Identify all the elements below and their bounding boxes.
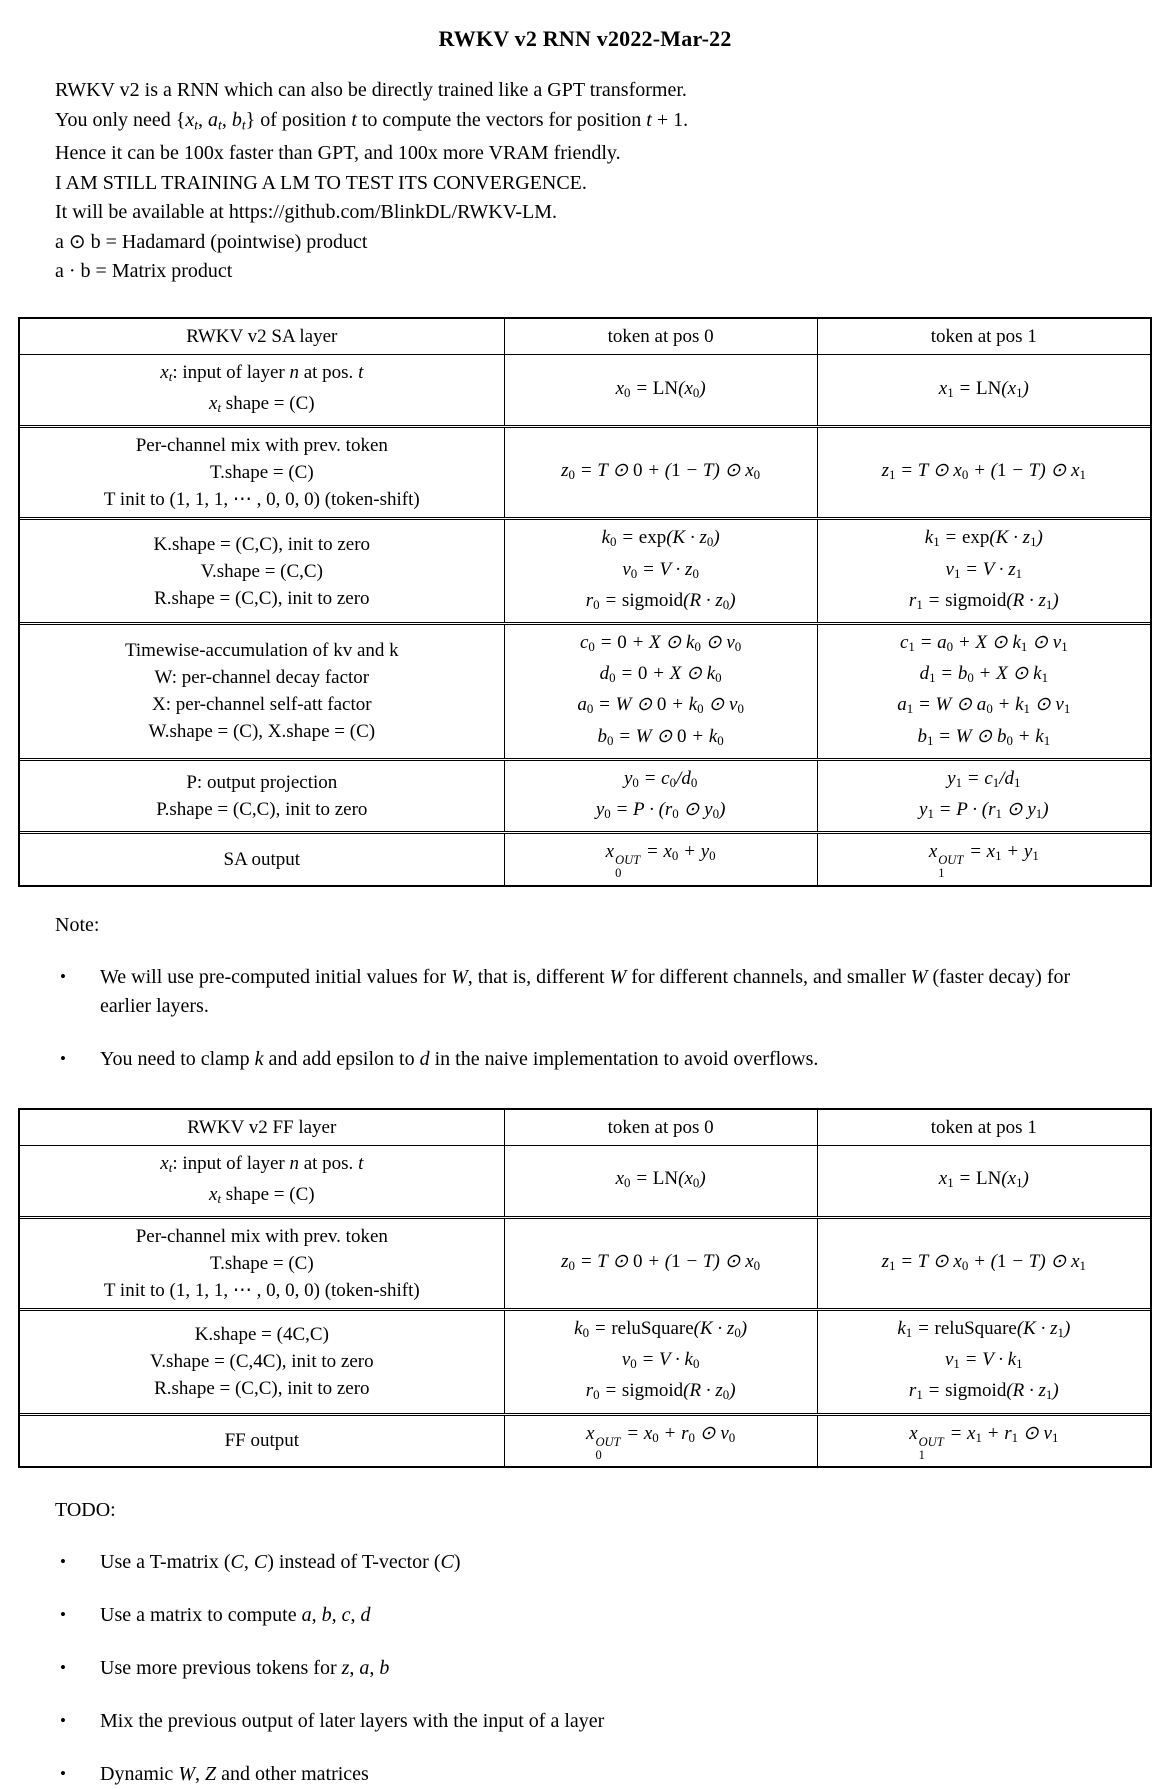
table-cell-line: $x_t$ shape = (C) [209, 1183, 315, 1206]
todo-item-text: Use more previous tokens for z, a, b [100, 1656, 390, 1679]
intro-paragraph [55, 76, 1140, 287]
table-cell-line: $x_1 = LN(x_1)$ [938, 377, 1029, 400]
table-row [20, 355, 1150, 425]
table-row [20, 1413, 1150, 1466]
todo-item-text: Use a T-matrix (C, C) instead of T-vector (C) [100, 1550, 461, 1573]
table-row [20, 425, 1150, 517]
todo-section [55, 1496, 1140, 1789]
table-cell-line: $v_0 = V \cdot k_0$ [621, 1349, 700, 1372]
table-cell-line: V.shape = (C,4C), init to zero [150, 1351, 374, 1373]
table-cell-line: SA output [223, 848, 301, 870]
table-cell [817, 428, 1150, 517]
table-cell [817, 834, 1150, 884]
table-cell-line: $a_0 = W$ ⊙ $0 + k_0$ ⊙ $v_0$ [577, 694, 744, 717]
table-cell-line: T init to (1, 1, 1, ⋯ , 0, 0, 0) (token-shift) [103, 1279, 420, 1301]
table-cell-line: x OUT 0 = $x_0 + r_0$ ⊙ $v_0$ [586, 1422, 736, 1462]
table-cell [817, 761, 1150, 831]
table-cell-line: $z_0 = T$ ⊙ 0 + (1 − T) ⊙ $x_0$ [561, 460, 761, 483]
table-cell-line: Per-channel mix with prev. token [135, 435, 388, 457]
table-cell-line: T init to (1, 1, 1, ⋯ , 0, 0, 0) (token-shift) [103, 489, 420, 511]
table-cell-line: P: output projection [186, 772, 338, 794]
table-cell-line: $v_0 = V \cdot z_0$ [622, 558, 699, 581]
intro-line: I AM STILL TRAINING A LM TO TEST ITS CONVERGENCE. [55, 171, 587, 194]
table-cell-line: $r_0$ = sigmoid(R · $z_0$) [585, 589, 736, 612]
table-cell-line: X: per-channel self-att factor [152, 694, 372, 716]
table-cell-line: $x_t$: input of layer n at pos. t [160, 361, 364, 385]
table-row [20, 1308, 1150, 1413]
table-cell [504, 761, 817, 831]
table-cell [20, 1416, 504, 1466]
note-section [55, 911, 1140, 1074]
table-cell-line: T.shape = (C) [209, 462, 314, 484]
table-cell [817, 1146, 1150, 1216]
table-cell [20, 428, 504, 517]
bullet-icon: • [60, 1710, 66, 1730]
table-cell-line: $v_1 = V \cdot k_1$ [944, 1349, 1023, 1372]
table-cell-line: $x_t$: input of layer n at pos. t [160, 1152, 364, 1175]
table-cell-line: Per-channel mix with prev. token [135, 1225, 388, 1247]
table-cell-line: $z_1 = T$ ⊙ $x_0 + (1 - T)$ ⊙ $x_1$ [881, 1250, 1086, 1274]
table-cell-line: $c_0 = 0 + X$ ⊙ $k_0$ ⊙ $v_0$ [579, 631, 742, 655]
table-row [20, 622, 1150, 758]
note-item [55, 963, 1140, 1021]
table-cell-line: $k_0 = \exp(K \cdot z_0)$ [601, 527, 720, 550]
table-cell-line: $x_1 = LN(x_1)$ [938, 1168, 1029, 1191]
table-cell [504, 1219, 817, 1308]
todo-heading: TODO: [55, 1498, 116, 1521]
table-cell-line: $y_0 = c_0/d_0$ [623, 767, 698, 791]
table-cell-line: $y_1 = P \cdot (r_1$ ⊙ $y_1$) [919, 799, 1049, 822]
table-cell [20, 625, 504, 758]
table-row [20, 517, 1150, 622]
todo-item-text: Mix the previous output of later layers with the input of a layer [100, 1709, 605, 1732]
table-cell-line: $x_0 = LN(x_0)$ [615, 377, 706, 400]
table-cell [504, 1146, 817, 1216]
todo-item [55, 1548, 1140, 1577]
table-cell-line: $z_1 = T$ ⊙ $x_0 + (1 - T)$ ⊙ $x_1$ [881, 460, 1086, 483]
table-cell-line: $y_1 = c_1/d_1$ [947, 767, 1021, 791]
table-row [20, 758, 1150, 831]
table-cell-line: R.shape = (C,C), init to zero [154, 1378, 370, 1400]
table-cell-line: $x_0 = LN(x_0)$ [615, 1168, 706, 1191]
table-cell-line: R.shape = (C,C), init to zero [154, 587, 370, 609]
table-row [20, 831, 1150, 884]
table-cell [504, 355, 817, 425]
table-cell-line: W.shape = (C), X.shape = (C) [148, 721, 376, 743]
table-cell [504, 1311, 817, 1413]
repo-url-text: It will be available at https://github.com/BlinkDL/RWKV-LM. [55, 201, 557, 224]
todo-item-text: Dynamic W, Z and other matrices [100, 1762, 369, 1785]
todo-item [55, 1601, 1140, 1630]
table-cell-line: $r_0$ = sigmoid(R · $z_0$) [585, 1380, 736, 1403]
table-cell-line: K.shape = (C,C), init to zero [153, 533, 371, 555]
table-cell [817, 520, 1150, 622]
table-cell-line: $d_1 = b_0 + X$ ⊙ $k_1$ [919, 663, 1049, 686]
table-cell [20, 1219, 504, 1308]
table-cell [504, 520, 817, 622]
table-cell-line: $y_0 = P \cdot (r_0$ ⊙ $y_0$) [595, 799, 726, 822]
table-cell [817, 1219, 1150, 1308]
table-cell-line: $k_1$ = reluSquare(K · $z_1$) [897, 1317, 1071, 1341]
intro-line: You only need {$x_t$, $a_t$, $b_t$} of position t to compute the vectors for position t + 1. [55, 108, 689, 132]
table-header-cell: RWKV v2 SA layer [186, 325, 338, 347]
table-cell [817, 625, 1150, 758]
page-title: RWKV v2 RNN v2022-Mar-22 [438, 26, 732, 51]
table-cell [817, 1311, 1150, 1413]
table-cell [504, 428, 817, 517]
table-row [20, 1146, 1150, 1216]
ff-layer-table [18, 1108, 1152, 1468]
table-cell-line: $v_1 = V \cdot z_1$ [945, 558, 1023, 581]
table-cell-line: $k_0$ = reluSquare(K · $z_0$) [574, 1317, 748, 1341]
table-cell [504, 1416, 817, 1466]
table-cell-line: $d_0 = 0 + X$ ⊙ $k_0$ [599, 663, 722, 686]
table-cell-line: W: per-channel decay factor [154, 667, 370, 689]
table-cell-line: x OUT 1 = $x_1 + y_1$ [928, 841, 1039, 881]
table-cell-line: K.shape = (4C,C) [194, 1324, 329, 1346]
table-header-cell: token at pos 0 [504, 319, 817, 354]
table-cell-line: $b_1 = W$ ⊙ $b_0 + k_1$ [917, 725, 1051, 748]
bullet-icon: • [60, 966, 66, 986]
table-cell-line: FF output [224, 1430, 300, 1452]
intro-line: Hence it can be 100x faster than GPT, and 100x more VRAM friendly. [55, 142, 621, 165]
table-cell [20, 355, 504, 425]
table-cell [20, 1311, 504, 1413]
hadamard-definition: a ⊙ b = Hadamard (pointwise) product [55, 230, 368, 253]
todo-item-text: Use a matrix to compute a, b, c, d [100, 1603, 371, 1626]
table-header-cell: token at pos 1 [817, 319, 1150, 354]
table-header-row [20, 1110, 1150, 1146]
table-cell-line: T.shape = (C) [209, 1252, 314, 1274]
table-cell-line: Timewise-accumulation of kv and k [124, 640, 399, 662]
table-header-row [20, 319, 1150, 355]
table-cell-line: $x_t$ shape = (C) [209, 393, 315, 416]
table-cell [817, 1416, 1150, 1466]
table-cell-line: $z_0 = T$ ⊙ 0 + (1 − T) ⊙ $x_0$ [561, 1250, 761, 1274]
table-header-cell: token at pos 0 [504, 1110, 817, 1145]
table-cell-line: $r_1$ = sigmoid(R · $z_1$) [908, 589, 1059, 612]
table-cell [504, 834, 817, 884]
table-cell-line: $a_1 = W$ ⊙ $a_0 + k_1$ ⊙ $v_1$ [897, 694, 1071, 717]
intro-line: RWKV v2 is a RNN which can also be directly trained like a GPT transformer. [55, 79, 687, 101]
table-cell-line: $k_1 = \exp(K \cdot z_1)$ [924, 527, 1043, 550]
note-item-text: You need to clamp k and add epsilon to d in the naive implementation to avoid overflows. [100, 1047, 819, 1070]
table-cell-line: $r_1$ = sigmoid(R · $z_1$) [908, 1380, 1059, 1403]
todo-item [55, 1654, 1140, 1683]
table-cell [20, 1146, 504, 1216]
matrix-product-definition: a · b = Matrix product [55, 260, 233, 283]
table-header-cell: RWKV v2 FF layer [187, 1116, 337, 1138]
table-cell-line: P.shape = (C,C), init to zero [156, 799, 368, 821]
bullet-icon: • [60, 1763, 66, 1783]
table-header-cell: token at pos 1 [817, 1110, 1150, 1145]
table-cell-line: x OUT 0 = $x_0 + y_0$ [605, 841, 716, 881]
sa-layer-table [18, 317, 1152, 887]
table-cell [20, 761, 504, 831]
todo-item [55, 1760, 1140, 1789]
table-cell-line: $c_1 = a_0 + X$ ⊙ $k_1$ ⊙ $v_1$ [899, 631, 1068, 655]
bullet-icon: • [60, 1048, 66, 1068]
table-cell [20, 520, 504, 622]
table-cell-line: x OUT 1 = $x_1 + r_1$ ⊙ $v_1$ [909, 1422, 1059, 1462]
table-cell [817, 355, 1150, 425]
bullet-icon: • [60, 1551, 66, 1571]
note-item [55, 1045, 1140, 1074]
bullet-icon: • [60, 1604, 66, 1624]
todo-item [55, 1707, 1140, 1736]
table-cell [504, 625, 817, 758]
note-heading: Note: [55, 913, 100, 936]
table-cell-line: $b_0 = W$ ⊙ $0 + k_0$ [597, 725, 724, 748]
table-cell-line: V.shape = (C,C) [200, 560, 323, 582]
note-item-text: We will use pre-computed initial values for W, that is, different W for different channels, and smaller W (faster decay) for earlier layers. [100, 965, 1071, 1017]
table-row [20, 1216, 1150, 1308]
bullet-icon: • [60, 1657, 66, 1677]
table-cell [20, 834, 504, 884]
